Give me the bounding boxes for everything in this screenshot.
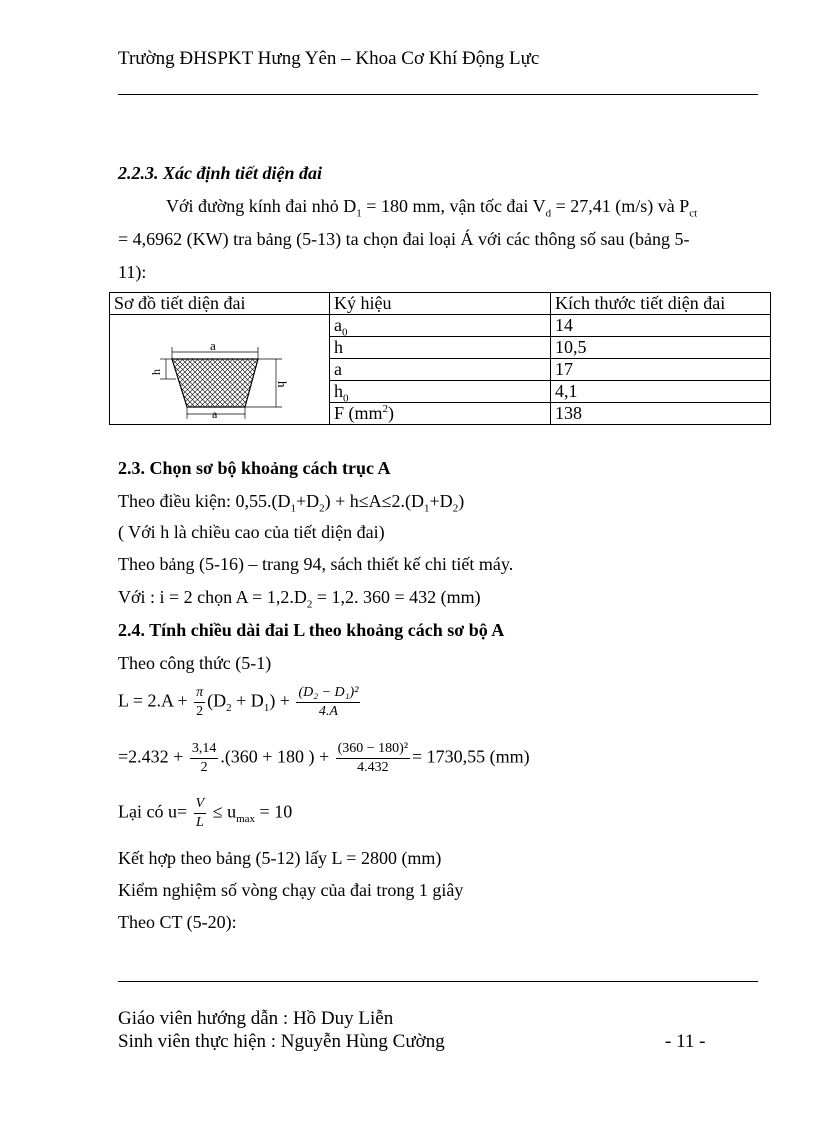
table-cell-value: 4,1 [551, 381, 771, 403]
section-24-l7: Theo CT (5-20): [118, 912, 237, 932]
footer-divider [118, 981, 758, 982]
table-header: Ký hiệu [330, 293, 551, 315]
diagram-label-h: h [275, 381, 290, 388]
section-23-l1: Theo điều kiện: $0,55.(D_1+D_2) + h\le A\le 2.(D_1+D_2)$ [118, 491, 465, 515]
table-cell-value: 17 [551, 359, 771, 381]
section-223-heading: 2.2.3. Xác định tiết diện đai [118, 163, 323, 183]
table-cell-symbol: $a_0$ [330, 315, 551, 337]
table-cell-value: 138 [551, 403, 771, 425]
footer-instructor: Giáo viên hướng dẫn : Hồ Duy Liễn [118, 1008, 394, 1029]
table-cell-value: 14 [551, 315, 771, 337]
header-divider [118, 94, 758, 95]
diagram-label-h0: h [149, 369, 163, 375]
section-24-l5: Kết hợp theo bảng (5-12) lấy L = 2800 (mm) [118, 848, 442, 868]
table-cell-symbol: F $(mm^2)$ [330, 403, 551, 425]
diagram-label-a: a [210, 338, 216, 353]
diff-squared-fraction: $\frac{\text{(D₂ − D₁)²}}{4.A}$ [298, 685, 359, 719]
trapezoid-section-svg [110, 317, 329, 422]
pi-over-2: $\frac{\pi}{2}$ [196, 685, 204, 719]
section-223-p3: 11): [118, 262, 147, 282]
diagram-label-a0: a [212, 407, 218, 421]
page-header-title: Trường ĐHSPKT Hưng Yên – Khoa Cơ Khí Động Lực [118, 48, 540, 69]
formula-3: Lại có u= $\frac{V}{L}$ ≤ $u_{max} = 10$ [118, 796, 293, 830]
table-cell-symbol: a [330, 359, 551, 381]
section-223-p1: Với đường kính đai nhỏ $D_1 = 180$ mm, vận tốc đai $V_d = 27,41$ (m/s) và $P_{ct}$ [166, 196, 698, 220]
footer-student: Sinh viên thực hiện : Nguyễn Hùng Cường [118, 1031, 445, 1052]
section-223-p2: = 4,6962 (KW) tra bảng (5-13) ta chọn đai loại Á với các thông số sau (bảng 5- [118, 229, 690, 249]
belt-section-table [109, 292, 771, 425]
section-24-l6: Kiểm nghiệm số vòng chạy của đai trong 1 giây [118, 880, 464, 900]
formula-1: L = 2.A + $\frac{\pi}{2}$ $(D_2 + D_1)$ + $\frac{\text{(D₂ − D₁)²}}{4.A}$ [118, 685, 359, 719]
section-23-heading: 2.3. Chọn sơ bộ khoảng cách trục A [118, 458, 391, 478]
formula-2: =2.432 + $\frac{3,14}{2}$ .(360 + 180 ) + $\frac{\text{(360 − 180)²}}{4.432}$ = 1730,55 (mm) [118, 741, 530, 775]
table-cell-symbol: h [330, 337, 551, 359]
section-23-l3: Theo bảng (5-16) – trang 94, sách thiết kế chi tiết máy. [118, 554, 514, 574]
section-23-l4: Với : i = 2 chọn $A = 1,2.D_2 = 1,2$. 360 = 432 (mm) [118, 587, 481, 611]
table-cell-value: 10,5 [551, 337, 771, 359]
table-header: Kích thước tiết diện đai [551, 293, 771, 315]
section-23-l2: ( Với h là chiều cao của tiết diện đai) [118, 522, 385, 542]
table-header: Sơ đồ tiết diện đai [110, 293, 330, 315]
belt-section-diagram [110, 315, 330, 425]
page-number: - 11 - [665, 1031, 706, 1052]
table-cell-symbol: $h_0$ [330, 381, 551, 403]
section-24-heading: 2.4. Tính chiều dài đai L theo khoảng cách sơ bộ A [118, 620, 505, 640]
section-24-l1: Theo công thức (5-1) [118, 653, 272, 673]
